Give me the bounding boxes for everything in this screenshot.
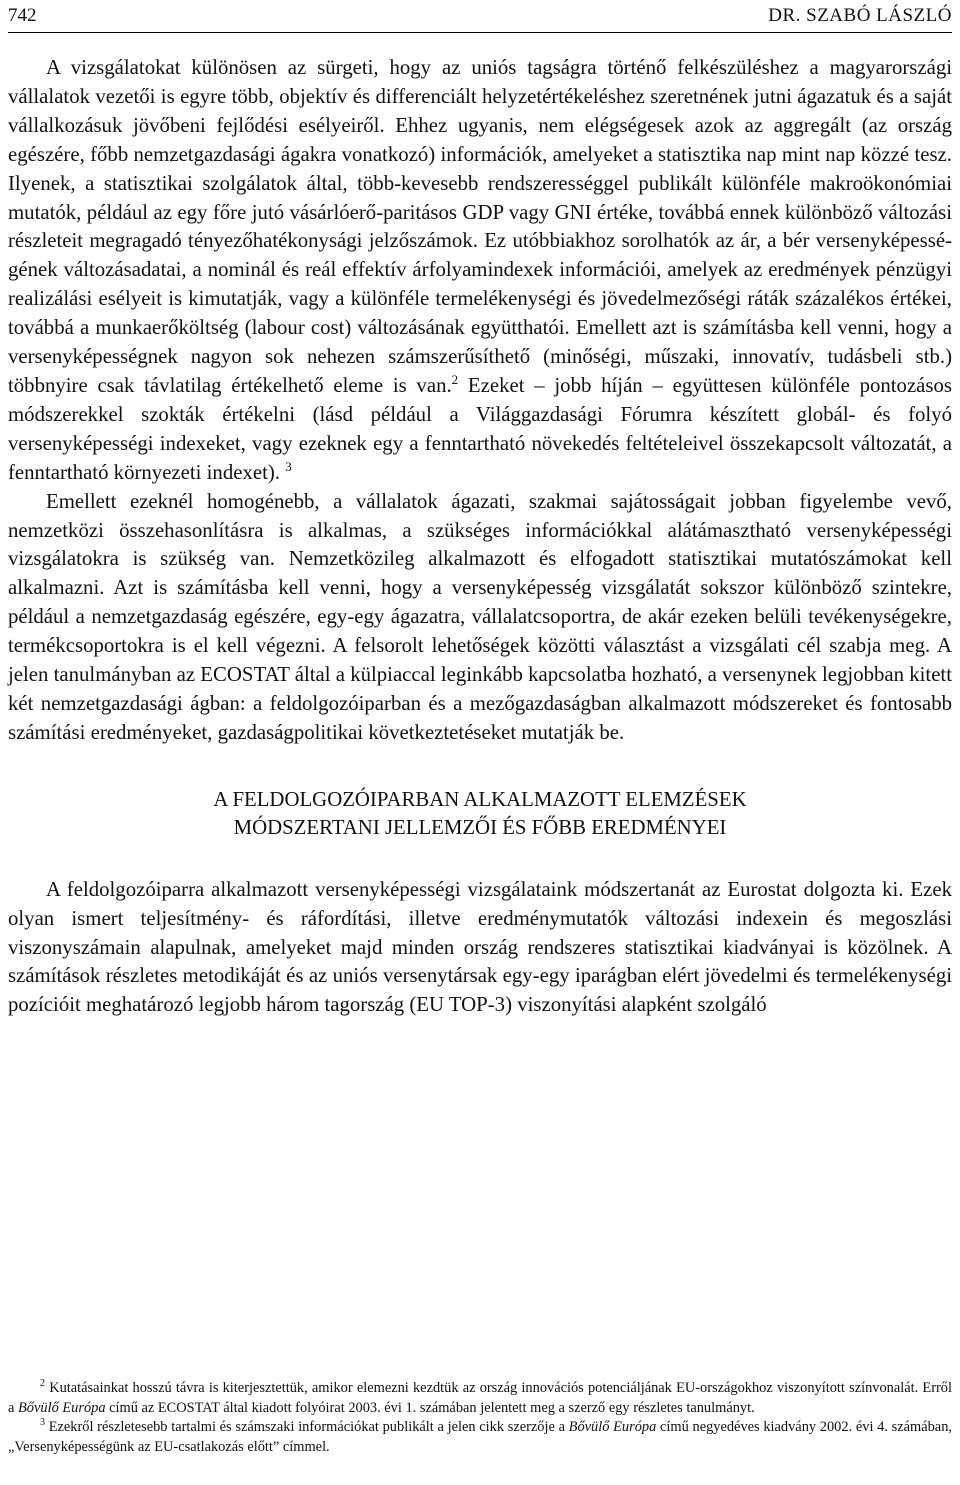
section-heading-line-2: MÓDSZERTANI JELLEMZŐI ÉS FŐBB EREDMÉNYEI xyxy=(233,815,727,839)
section-heading xyxy=(8,786,952,842)
footnote-3-italic: Bővülő Európa xyxy=(568,1419,657,1435)
footnote-2-number: 2 xyxy=(40,1378,45,1390)
paragraph-2: Emellett ezeknél homogénebb, a vállalatok ágazati, szakmai sajátosságait jobban figyelembe vevő, nemzetközi összehasonlításra is alkalmas, a szükséges információkkal alátámasztható versenyképességi vizsgálatokra is szükség van. Nemzetközileg alkalmazott és elfogadott statisztikai mutatószámokat kell alkalmazni. Azt is számításba kell venni, hogy a versenyképesség vizsgálatát sokszor különböző szintekre, például a nemzetgazdaság egészére, egy-egy ágazatra, vállalatcsoportra, de akár ezeken belüli tevékenységekre, termékcsoportokra is el kell végezni. A felsorolt lehetőségek közötti választást a vizsgálati cél szabja meg. A jelen tanulmányban az ECOSTAT által a külpiaccal leginkább kapcsolatba hozható, a versenynek legjobban kitett két nemzetgazdasági ágban: a feldolgozóiparban és a mezőgazdaságban alkalmazott módszereket és fontosabb számítási eredményeket, gazdaságpolitikai következtetéseket mutatják be. xyxy=(8,489,952,744)
footnote-2-italic: Bővülő Európa xyxy=(18,1399,106,1416)
footnotes xyxy=(8,1379,952,1457)
page-number: 742 xyxy=(8,5,37,26)
footnote-2-text-a: Kutatásainkat hosszú távra is kiterjesztettük, amikor elemezni kezdtük az ország innovációs potenciáljának EU-országokhoz viszonyított színvonalát. Erről a xyxy=(8,1380,952,1416)
page-header xyxy=(8,4,952,33)
footnote-3-text-b: című negyedéves kiadvány 2002. évi 4. számában, „Versenyképességünk az EU-csatlakozás előtt” címmel. xyxy=(8,1419,952,1455)
footnote-ref-2: 2 xyxy=(451,372,459,388)
footnote-2-text-b: című az ECOSTAT által kiadott folyóirat 2003. évi 1. számában jelentett meg a szerző egy részletes tanulmányt. xyxy=(105,1399,755,1416)
running-title: DR. SZABÓ LÁSZLÓ xyxy=(768,5,952,26)
footnote-ref-3: 3 xyxy=(285,458,292,474)
footnote-3-number: 3 xyxy=(40,1417,45,1429)
paragraph-1-text-b: Ezeket – jobb híján – együttesen különféle pontozásos módszerekkel szokták értékelni (lásd például a Világgazdasági Fórumra készített globál- és folyó versenyképességi indexeket, vagy ezeknek egy a fenntartható növekedés feltételeivel összekapcsolt változatát, a fenntartható környezeti indexet). xyxy=(8,373,952,484)
paragraph-3: A feldolgozóiparra alkalmazott versenyképességi vizsgálataink módszertanát az Eurostat dolgozta ki. Ezek olyan ismert teljesítmény- és ráfordítási, illetve eredménymutatók változási indexein és megoszlási viszonyszámain alapulnak, amelyeket majd minden ország rendszeres statisztikai kiadványai is közölnek. A számítások részletes metodikáját és az uniós versenytársak egy-egy iparágban elért jövedelmi és termelékenységi pozícióit meghatározó legjobb három tagország (EU TOP-3) viszonyítási alapként szolgáló xyxy=(8,877,952,1017)
footnote-2 xyxy=(8,1379,952,1418)
section-heading-line-1: A FELDOLGOZÓIPARBAN ALKALMAZOTT ELEMZÉSEK xyxy=(213,787,747,811)
paragraph-1-text-a: A vizsgálatokat különösen az sürgeti, hogy az uniós tagságra történő felkészüléshez a magyarországi vállalatok vezetői is egyre több, objektív és differenciált helyzetértékeléshez szeretnének jutni ágazatuk és a saját vállalkozásuk jövőbeni fejlődési esélyeiről. Ehhez ugyanis, nem elégségesek azok az aggregált (az ország egészére, főbb nemzetgazdasági ágakra vonatkozó) információk, amelyeket a statisztika nap mint nap közzé tesz. Ilyenek, a statisztikai szolgálatok által, több-kevesebb rendszerességgel publikált különféle makroökonómiai mutatók, például az egy főre jutó vásárlóerő-paritásos GDP vagy GNI értéke, továbbá ennek különböző változási részleteit megragadó tényezőhatékonysági jelzőszámok. Ez utóbbiakhoz sorolhatók az ár, a bér versenyképességének változásadatai, a nominál és reál effektív árfolyamindexek információi, amelyek az eredmények pénzügyi realizálási esélyeit is kimutatják, vagy a különféle termelékenységi és jövedelmezőségi ráták százalékos értékei, továbbá a munkaerőköltség (labour cost) változásának együtthatói. Emellett azt is számításba kell venni, hogy a versenyképességnek nagyon sok nehezen számszerűsíthető (minőségi, műszaki, innovatív, tudásbeli stb.) többnyire csak távlatilag értékelhető eleme is van. xyxy=(8,56,952,397)
footnote-3 xyxy=(8,1418,952,1457)
body-text xyxy=(8,54,952,1020)
footnote-3-text-a: Ezekről részletesebb tartalmi és számszaki információkat publikált a jelen cikk szerzője a xyxy=(48,1419,569,1435)
paragraph-1 xyxy=(8,54,952,488)
